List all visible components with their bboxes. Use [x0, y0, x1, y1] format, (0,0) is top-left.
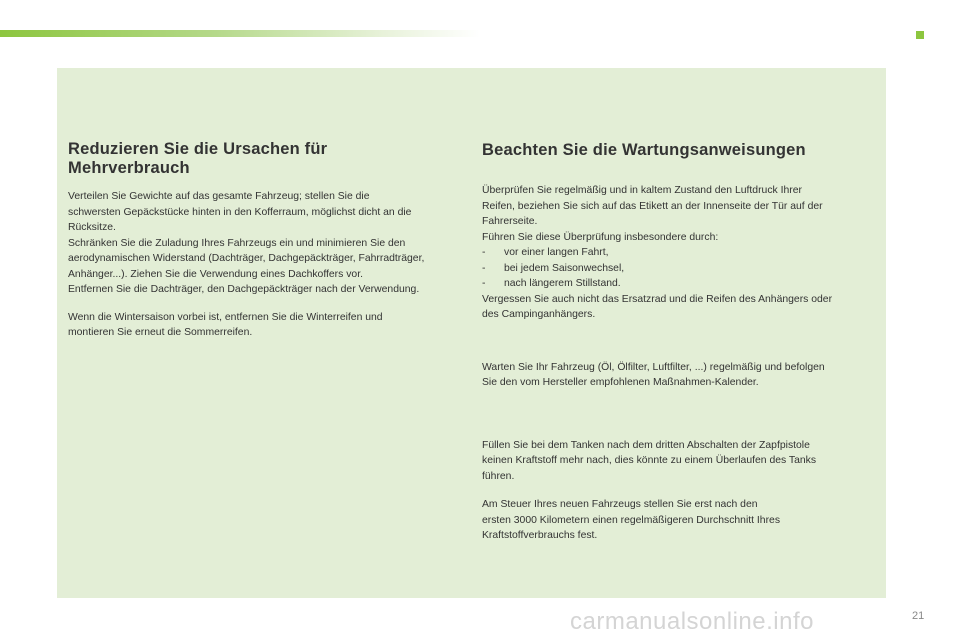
right-column [482, 140, 877, 544]
text-line: Überprüfen Sie regelmäßig und in kaltem Zustand den Luftdruck Ihrer [482, 185, 802, 196]
text-line: Sie den vom Hersteller empfohlenen Maßnahmen-Kalender. [482, 377, 759, 388]
right-paragraph-4 [482, 497, 877, 544]
text-line: Verteilen Sie Gewichte auf das gesamte Fahrzeug; stellen Sie die [68, 191, 370, 202]
right-paragraph-3 [482, 438, 877, 485]
text-line: Fahrerseite. [482, 216, 538, 227]
left-title-line-2: Mehrverbrauch [68, 159, 190, 177]
list-item [482, 276, 877, 292]
header-accent-bar [0, 30, 480, 37]
text-line: schwersten Gepäckstücke hinten in den Kofferraum, möglichst dicht an die [68, 206, 412, 218]
left-column [68, 140, 468, 341]
text-line: Wenn die Wintersaison vorbei ist, entfernen Sie die Winterreifen und [68, 311, 383, 323]
corner-marker [916, 31, 924, 39]
dash-bullet: - [482, 262, 486, 274]
right-paragraph-1 [482, 183, 877, 245]
text-line: ersten 3000 Kilometern einen regelmäßigeren Durchschnitt Ihres [482, 514, 781, 526]
right-section-title: Beachten Sie die Wartungsanweisungen [482, 141, 806, 159]
dash-bullet: - [482, 278, 486, 289]
left-section-title [68, 140, 468, 178]
left-paragraph-1 [68, 189, 468, 298]
watermark: carmanualsonline.info [570, 608, 814, 635]
list-item-text: nach längerem Stillstand. [504, 278, 621, 289]
dash-list [482, 245, 877, 292]
text-line: Führen Sie diese Überprüfung insbesondere durch: [482, 231, 719, 243]
text-line: Anhänger...). Ziehen Sie die Verwendung eines Dachkoffers vor. [68, 268, 363, 280]
text-line: Vergessen Sie auch nicht das Ersatzrad und die Reifen des Anhängers oder [482, 293, 833, 305]
text-line: aerodynamischen Widerstand (Dachträger, Dachgepäckträger, Fahrradträger, [68, 253, 425, 264]
text-line: Entfernen Sie die Dachträger, den Dachgepäckträger nach der Verwendung. [68, 284, 420, 295]
text-line: des Campinganhängers. [482, 309, 596, 320]
page-number: 21 [912, 610, 925, 622]
list-item [482, 245, 877, 261]
text-line: Kraftstoffverbrauchs fest. [482, 530, 598, 541]
text-line: Füllen Sie bei dem Tanken nach dem dritten Abschalten der Zapfpistole [482, 439, 810, 451]
list-item [482, 261, 877, 277]
right-paragraph-1-outro [482, 292, 877, 323]
text-line: montieren Sie erneut die Sommerreifen. [68, 327, 253, 338]
left-title-line-1: Reduzieren Sie die Ursachen für [68, 140, 328, 158]
text-line: Am Steuer Ihres neuen Fahrzeugs stellen Sie erst nach den [482, 499, 758, 510]
right-paragraph-2 [482, 360, 877, 391]
text-line: Rücksitze. [68, 222, 116, 233]
text-line: Schränken Sie die Zuladung Ihres Fahrzeugs ein und minimieren Sie den [68, 237, 406, 249]
text-line: keinen Kraftstoff mehr nach, dies könnte zu einem Überlaufen des Tanks [482, 455, 817, 466]
left-paragraph-2 [68, 310, 468, 341]
text-line: Reifen, beziehen Sie sich auf das Etikett an der Innenseite der Tür auf der [482, 200, 823, 212]
text-line: führen. [482, 470, 515, 482]
list-item-text: bei jedem Saisonwechsel, [504, 262, 625, 274]
dash-bullet: - [482, 247, 486, 258]
list-item-text: vor einer langen Fahrt, [504, 247, 609, 258]
text-line: Warten Sie Ihr Fahrzeug (Öl, Ölfilter, Luftfilter, ...) regelmäßig und befolgen [482, 361, 825, 373]
